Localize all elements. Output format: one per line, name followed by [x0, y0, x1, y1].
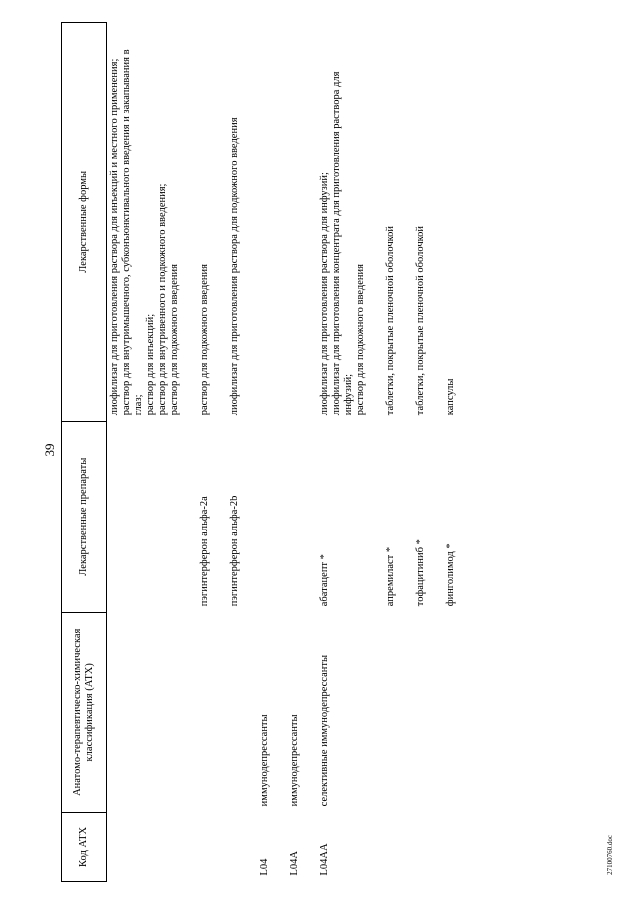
cell-classification — [443, 612, 461, 812]
form-line: раствор для подкожного введения — [169, 264, 180, 416]
form-line: таблетки, покрытые пленочной оболочкой — [415, 225, 426, 416]
cell-code: L04AA — [319, 843, 330, 876]
cell-drug: абатацепт * — [319, 554, 330, 607]
form-line: капсулы — [445, 378, 456, 416]
cell-code — [413, 812, 443, 881]
form-line: таблетки, покрытые пленочной оболочкой — [385, 225, 396, 416]
page-number: 39 — [42, 443, 57, 457]
table-header-row — [62, 23, 107, 882]
rotated-page-content — [61, 22, 600, 882]
cell-classification — [383, 612, 413, 812]
cell-classification: иммунодепрессанты — [289, 714, 300, 807]
cell-drug: тофацитиниб * — [415, 539, 426, 607]
cell-code — [107, 812, 198, 881]
cell-classification — [107, 612, 198, 812]
table-row — [257, 23, 287, 882]
cell-forms — [443, 23, 461, 422]
table-row — [227, 23, 257, 882]
cell-forms — [317, 23, 383, 422]
header-classification: Анатомо-терапевтическо-химическая классификация (АТХ) — [62, 612, 107, 812]
cell-code — [443, 812, 461, 881]
cell-code: L04 — [259, 858, 270, 876]
table-row — [107, 23, 198, 882]
form-line: раствор для внутримышечного, субконъюнктивального введения и закапывания в глаз; — [121, 49, 144, 416]
form-line: раствор для внутривенного и подкожного введения; — [157, 183, 168, 416]
form-line: раствор для инъекций; — [145, 313, 156, 416]
cell-forms — [383, 23, 413, 422]
cell-classification — [197, 612, 227, 812]
cell-classification — [227, 612, 257, 812]
table-row — [383, 23, 413, 882]
cell-drug: пэгинтерферон альфа-2b — [229, 495, 240, 607]
form-line: раствор для подкожного введения — [199, 264, 210, 416]
cell-forms — [227, 23, 257, 422]
cell-drug: финголимод * — [445, 543, 456, 607]
cell-code — [227, 812, 257, 881]
table-row — [413, 23, 443, 882]
cell-code — [197, 812, 227, 881]
cell-forms — [197, 23, 227, 422]
header-forms: Лекарственные формы — [62, 23, 107, 422]
cell-forms — [287, 23, 317, 422]
drug-table — [61, 22, 461, 882]
cell-classification: иммунодепрессанты — [259, 714, 270, 807]
header-drugs: Лекарственные препараты — [62, 421, 107, 612]
cell-forms — [107, 23, 198, 422]
header-code: Код АТХ — [62, 812, 107, 881]
form-line: раствор для подкожного введения — [355, 264, 366, 416]
cell-drug: апремиласт * — [385, 546, 396, 607]
cell-drug: пэгинтерферон альфа-2a — [199, 496, 210, 607]
table-row — [443, 23, 461, 882]
table-row — [287, 23, 317, 882]
cell-classification — [413, 612, 443, 812]
cell-classification: селективные иммунодепрессанты — [319, 654, 330, 807]
table-row — [197, 23, 227, 882]
cell-drug — [257, 421, 287, 612]
table-row — [317, 23, 383, 882]
cell-drug — [287, 421, 317, 612]
cell-forms — [413, 23, 443, 422]
form-line: лиофилизат для приготовления раствора для инъекций и местного применения; — [109, 58, 120, 416]
form-line: лиофилизат для приготовления концентрата для приготовления раствора для инфузий; — [331, 71, 354, 416]
cell-code — [383, 812, 413, 881]
cell-forms — [257, 23, 287, 422]
form-line: лиофилизат для приготовления раствора для подкожного введения — [229, 117, 240, 416]
document-footer: 27100760.doc — [606, 835, 614, 875]
cell-code: L04A — [289, 851, 300, 876]
cell-drug — [107, 421, 198, 612]
table-body — [107, 23, 462, 882]
form-line: лиофилизат для приготовления раствора для инфузий; — [319, 172, 330, 416]
